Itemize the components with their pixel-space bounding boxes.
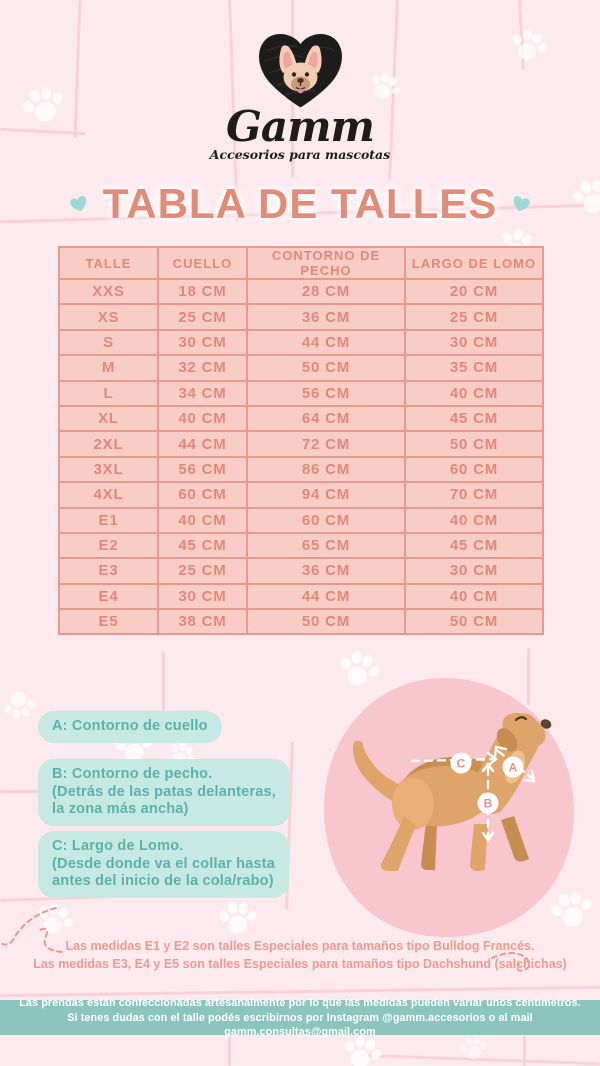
- cell-talle: E4: [59, 584, 158, 609]
- footer-band: [0, 997, 600, 1038]
- paw-icon: [0, 681, 43, 727]
- cell-talle: XL: [59, 406, 158, 431]
- cell-cuello: 34 CM: [158, 381, 247, 406]
- table-row: [59, 482, 543, 507]
- cell-cuello: 18 CM: [158, 279, 247, 304]
- measure-note-b-line2: (Detrás de las patas delanteras,: [52, 783, 276, 800]
- size-table: [58, 246, 544, 635]
- cell-cuello: 44 CM: [158, 431, 247, 456]
- grid-line: [228, 1036, 231, 1066]
- heart-icon: [509, 193, 533, 216]
- table-row: [59, 330, 543, 355]
- table-row: [59, 381, 543, 406]
- cell-lomo: 50 CM: [405, 609, 543, 634]
- cell-pecho: 36 CM: [247, 304, 405, 329]
- cell-lomo: 30 CM: [405, 558, 543, 583]
- cell-pecho: 50 CM: [247, 609, 405, 634]
- table-row: [59, 609, 543, 634]
- grid-line: [162, 652, 165, 714]
- cell-lomo: 20 CM: [405, 279, 543, 304]
- cell-talle: S: [59, 330, 158, 355]
- measure-label-c: C: [456, 756, 466, 771]
- brand-tagline: Accesorios para mascotas: [209, 147, 391, 162]
- cell-lomo: 40 CM: [405, 584, 543, 609]
- cell-pecho: 94 CM: [247, 482, 405, 507]
- cell-cuello: 30 CM: [158, 584, 247, 609]
- cell-talle: E3: [59, 558, 158, 583]
- cell-pecho: 44 CM: [247, 330, 405, 355]
- table-row: [59, 584, 543, 609]
- cell-talle: 3XL: [59, 457, 158, 482]
- cell-cuello: 40 CM: [158, 508, 247, 533]
- page-title: TABLA DE TALLES: [102, 180, 498, 227]
- measure-note-a-text: A: Contorno de cuello: [52, 718, 208, 734]
- paw-icon: [505, 23, 551, 69]
- cell-cuello: 60 CM: [158, 482, 247, 507]
- measure-note-b-line3: la zona más ancha): [52, 801, 189, 817]
- cell-talle: XS: [59, 304, 158, 329]
- cell-lomo: 30 CM: [405, 330, 543, 355]
- cell-cuello: 30 CM: [158, 330, 247, 355]
- table-row: [59, 406, 543, 431]
- special-sizes-note-line2: Las medidas E3, E4 y E5 son talles Especiales para tamaños tipo Dachshund (salchichas): [33, 957, 567, 971]
- cell-talle: XXS: [59, 279, 158, 304]
- cell-lomo: 25 CM: [405, 304, 543, 329]
- column-header-pecho: CONTORNO DE PECHO: [247, 247, 405, 279]
- table-body: [59, 279, 543, 634]
- footer-band-line2: Si tenes dudas con el talle podés escribirnos por Instagram @gamm.accesorios o al mail gamm.consultas@gmail.com: [67, 1012, 533, 1038]
- cell-talle: E5: [59, 609, 158, 634]
- measure-note-c: [38, 831, 289, 898]
- cell-lomo: 70 CM: [405, 482, 543, 507]
- table-row: [59, 457, 543, 482]
- cell-cuello: 56 CM: [158, 457, 247, 482]
- cell-lomo: 40 CM: [405, 381, 543, 406]
- cell-lomo: 50 CM: [405, 431, 543, 456]
- cell-talle: M: [59, 355, 158, 380]
- measure-note-c-line3: antes del inicio de la cola/rabo): [52, 873, 274, 889]
- measure-note-b: [38, 759, 290, 826]
- table-row: [59, 558, 543, 583]
- measure-note-c-line2: (Desde donde va el collar hasta: [52, 855, 275, 872]
- cell-lomo: 45 CM: [405, 406, 543, 431]
- table-row: [59, 304, 543, 329]
- measure-note-b-line1: B: Contorno de pecho.: [52, 766, 213, 782]
- table-row: [59, 431, 543, 456]
- table-header-row: [59, 247, 543, 279]
- cell-talle: L: [59, 381, 158, 406]
- cell-lomo: 35 CM: [405, 355, 543, 380]
- cell-cuello: 25 CM: [158, 304, 247, 329]
- cell-pecho: 86 CM: [247, 457, 405, 482]
- cell-cuello: 38 CM: [158, 609, 247, 634]
- special-sizes-notes: [0, 937, 600, 973]
- special-sizes-note-line1: Las medidas E1 y E2 son talles Especiales para tamaños tipo Bulldog Francés.: [65, 939, 535, 953]
- measure-note-c-line1: C: Largo de Lomo.: [52, 838, 184, 854]
- brand-name: Gamm: [226, 102, 374, 151]
- cell-cuello: 45 CM: [158, 533, 247, 558]
- cell-lomo: 40 CM: [405, 508, 543, 533]
- cell-talle: E2: [59, 533, 158, 558]
- column-header-talle: TALLE: [59, 247, 158, 279]
- cell-cuello: 40 CM: [158, 406, 247, 431]
- cell-lomo: 45 CM: [405, 533, 543, 558]
- cell-talle: E1: [59, 508, 158, 533]
- column-header-lomo: LARGO DE LOMO: [405, 247, 543, 279]
- cell-talle: 4XL: [59, 482, 158, 507]
- column-header-cuello: CUELLO: [158, 247, 247, 279]
- cell-pecho: 50 CM: [247, 355, 405, 380]
- cell-talle: 2XL: [59, 431, 158, 456]
- table-row: [59, 533, 543, 558]
- table-row: [59, 279, 543, 304]
- cell-pecho: 44 CM: [247, 584, 405, 609]
- table-row: [59, 355, 543, 380]
- cell-pecho: 56 CM: [247, 381, 405, 406]
- heart-icon: [66, 192, 91, 215]
- cell-cuello: 25 CM: [158, 558, 247, 583]
- table-row: [59, 508, 543, 533]
- cell-pecho: 60 CM: [247, 508, 405, 533]
- cell-pecho: 64 CM: [247, 406, 405, 431]
- cell-pecho: 36 CM: [247, 558, 405, 583]
- measure-label-b: B: [483, 796, 493, 811]
- footer-band-line1: Las prendas están confeccionadas artesanalmente por lo que las medidas pueden variar unos centímetros.: [19, 997, 581, 1009]
- cell-cuello: 32 CM: [158, 355, 247, 380]
- title-row: [0, 180, 600, 228]
- cell-pecho: 72 CM: [247, 431, 405, 456]
- measure-label-a: A: [508, 760, 518, 775]
- cell-pecho: 65 CM: [247, 533, 405, 558]
- measure-note-a: [38, 711, 222, 743]
- cell-pecho: 28 CM: [247, 279, 405, 304]
- cell-lomo: 60 CM: [405, 457, 543, 482]
